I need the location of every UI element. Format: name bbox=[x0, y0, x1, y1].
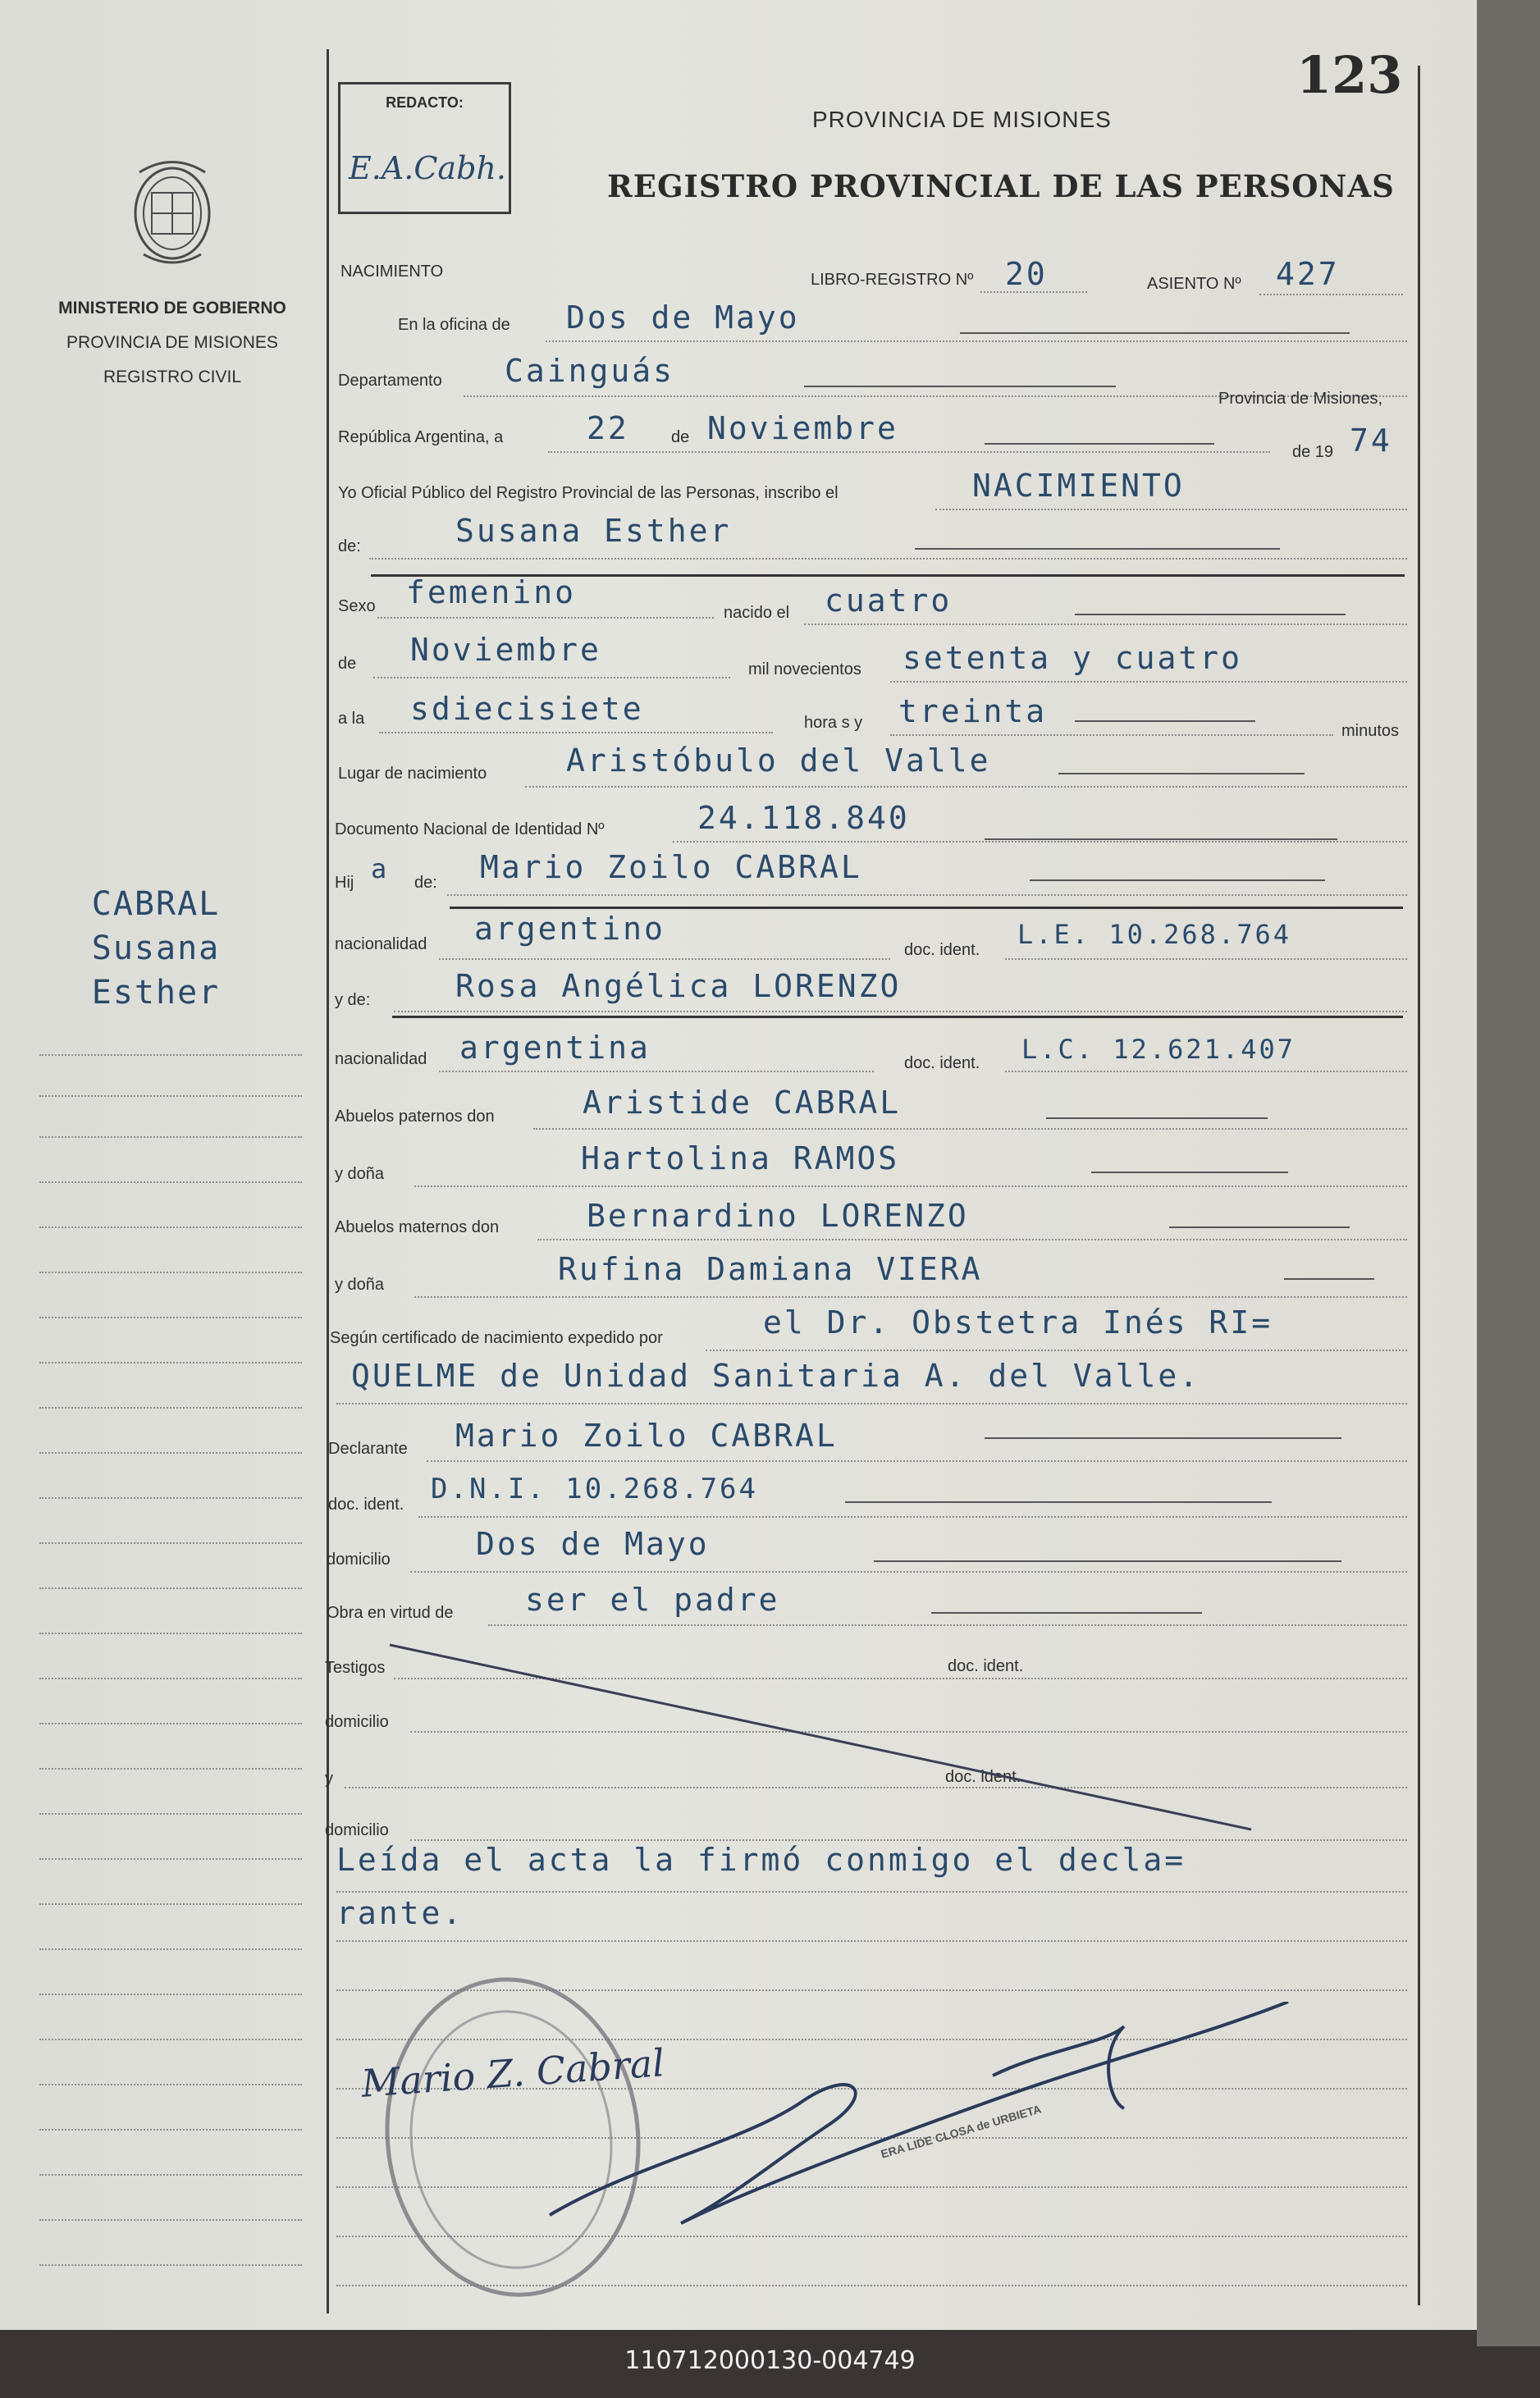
officer-signature bbox=[533, 2002, 1296, 2248]
de2-label: de bbox=[338, 655, 357, 673]
fill-line bbox=[336, 1940, 1407, 1942]
domicilio-value: Dos de Mayo bbox=[476, 1526, 710, 1562]
nacimiento-label: NACIMIENTO bbox=[340, 263, 444, 281]
departamento-value: Cainguás bbox=[505, 353, 675, 389]
yde-label: y de: bbox=[335, 991, 371, 1009]
libro-value: 20 bbox=[1005, 256, 1048, 292]
oficina-label: En la oficina de bbox=[398, 316, 510, 334]
provincia-suffix: Provincia de Misiones, bbox=[1218, 390, 1383, 408]
declarante-label: Declarante bbox=[328, 1440, 408, 1458]
birth-month-value: Noviembre bbox=[410, 632, 601, 668]
month-value: Noviembre bbox=[707, 410, 898, 446]
de-label: de bbox=[671, 428, 690, 446]
doct-label: doc. ident. bbox=[948, 1657, 1024, 1675]
obra-value: ser el padre bbox=[525, 1582, 780, 1618]
obra-label: Obra en virtud de bbox=[327, 1604, 454, 1622]
office-name: REGISTRO CIVIL bbox=[103, 368, 242, 386]
doc1-value: L.E. 10.268.764 bbox=[1017, 919, 1291, 950]
fill-line bbox=[336, 1891, 1407, 1893]
cert-value-2: QUELME de Unidad Sanitaria A. del Valle. bbox=[351, 1358, 1201, 1394]
page-number: 123 bbox=[1296, 45, 1403, 105]
mother-value: Rosa Angélica LORENZO bbox=[455, 968, 902, 1004]
domicilio-label: domicilio bbox=[327, 1551, 391, 1569]
day-value: 22 bbox=[587, 410, 629, 446]
asiento-value: 427 bbox=[1276, 256, 1340, 292]
header-registry: REGISTRO PROVINCIAL DE LAS PERSONAS bbox=[607, 168, 1395, 204]
ab-mat-label: Abuelos maternos don bbox=[335, 1218, 500, 1236]
domicilio2-label: domicilio bbox=[325, 1713, 389, 1731]
declarant-signature: Mario Z. Cabral bbox=[359, 2040, 666, 2106]
horas-label: hora s y bbox=[804, 714, 863, 732]
ab-mat-value: Bernardino LORENZO bbox=[587, 1198, 969, 1234]
testigos-label: Testigos bbox=[325, 1659, 386, 1677]
minutes-value: treinta bbox=[898, 693, 1048, 729]
declarante-value: Mario Zoilo CABRAL bbox=[455, 1418, 838, 1454]
closing-line-2: rante. bbox=[336, 1895, 464, 1931]
hour-value: sdiecisiete bbox=[410, 691, 644, 727]
ydona1-value: Hartolina RAMOS bbox=[581, 1140, 900, 1176]
y-label: y bbox=[325, 1770, 333, 1788]
ydona2-label: y doña bbox=[335, 1276, 385, 1294]
doc2-value: L.C. 12.621.407 bbox=[1021, 1034, 1296, 1065]
minutos-label: minutos bbox=[1341, 722, 1400, 740]
sexo-value: femenino bbox=[406, 574, 577, 610]
departamento-label: Departamento bbox=[338, 372, 442, 390]
ab-pat-label: Abuelos paternos don bbox=[335, 1108, 495, 1126]
nac2-value: argentina bbox=[459, 1030, 651, 1066]
lugar-label: Lugar de nacimiento bbox=[338, 765, 487, 783]
domicilio3-label: domicilio bbox=[325, 1821, 389, 1839]
closing-line-1: Leída el acta la firmó conmigo el decla= bbox=[336, 1842, 1186, 1878]
doct2-label: doc. ident. bbox=[945, 1768, 1021, 1786]
de-name-label: de: bbox=[338, 537, 361, 555]
doc2-label: doc. ident. bbox=[904, 1054, 980, 1072]
republica-label: República Argentina, a bbox=[338, 428, 504, 446]
margin-note-line: CABRAL bbox=[91, 885, 221, 923]
redacto-signature: E.A.Cabh. bbox=[349, 150, 506, 186]
ydona1-label: y doña bbox=[335, 1165, 385, 1183]
header-province: PROVINCIA DE MISIONES bbox=[812, 107, 1112, 132]
nac1-value: argentino bbox=[474, 911, 665, 947]
docd-value: D.N.I. 10.268.764 bbox=[431, 1473, 758, 1505]
stamp-text: ERA LIDE CLOSA de URBIETA bbox=[879, 2102, 1043, 2161]
document-id: 110712000130-004749 bbox=[624, 2346, 916, 2375]
nac2-label: nacionalidad bbox=[335, 1050, 427, 1068]
libro-label: LIBRO-REGISTRO Nº bbox=[811, 271, 974, 289]
ala-label: a la bbox=[338, 710, 365, 728]
oficina-value: Dos de Mayo bbox=[566, 299, 800, 336]
name-value: Susana Esther bbox=[455, 513, 732, 549]
mil-label: mil novecientos bbox=[748, 660, 861, 678]
asiento-label: ASIENTO Nº bbox=[1147, 275, 1241, 293]
dni-value: 24.118.840 bbox=[697, 800, 910, 836]
ydona2-value: Rufina Damiana VIERA bbox=[558, 1251, 983, 1287]
year-prefix: de 19 bbox=[1292, 443, 1334, 461]
father-value: Mario Zoilo CABRAL bbox=[480, 849, 862, 885]
dni-label: Documento Nacional de Identidad Nº bbox=[335, 820, 605, 838]
margin-note-line: Esther bbox=[91, 974, 221, 1012]
margin-note-line: Susana bbox=[91, 930, 221, 967]
hij-suffix-label: de: bbox=[414, 874, 437, 892]
oficial-value: NACIMIENTO bbox=[972, 468, 1185, 504]
ab-pat-value: Aristide CABRAL bbox=[583, 1085, 902, 1121]
ministry-name: MINISTERIO DE GOBIERNO bbox=[58, 299, 286, 317]
province-name: PROVINCIA DE MISIONES bbox=[66, 333, 278, 352]
cert-value-1: el Dr. Obstetra Inés RI= bbox=[763, 1304, 1273, 1341]
birth-year-value: setenta y cuatro bbox=[903, 640, 1243, 676]
doc1-label: doc. ident. bbox=[904, 941, 980, 959]
hij-suffix-value: a bbox=[371, 853, 390, 884]
sexo-label: Sexo bbox=[338, 597, 376, 615]
nac1-label: nacionalidad bbox=[335, 935, 427, 953]
year-value: 74 bbox=[1350, 423, 1392, 459]
redacto-label: REDACTO: bbox=[386, 94, 464, 111]
hij-label: Hij bbox=[335, 874, 354, 892]
nacido-value: cuatro bbox=[825, 582, 953, 619]
docd-label: doc. ident. bbox=[328, 1496, 404, 1514]
oficial-label: Yo Oficial Público del Registro Provincial de las Personas, inscribo el bbox=[338, 484, 839, 502]
cert-label: Según certificado de nacimiento expedido por bbox=[330, 1329, 663, 1347]
nacido-label: nacido el bbox=[724, 604, 790, 622]
lugar-value: Aristóbulo del Valle bbox=[566, 742, 991, 779]
